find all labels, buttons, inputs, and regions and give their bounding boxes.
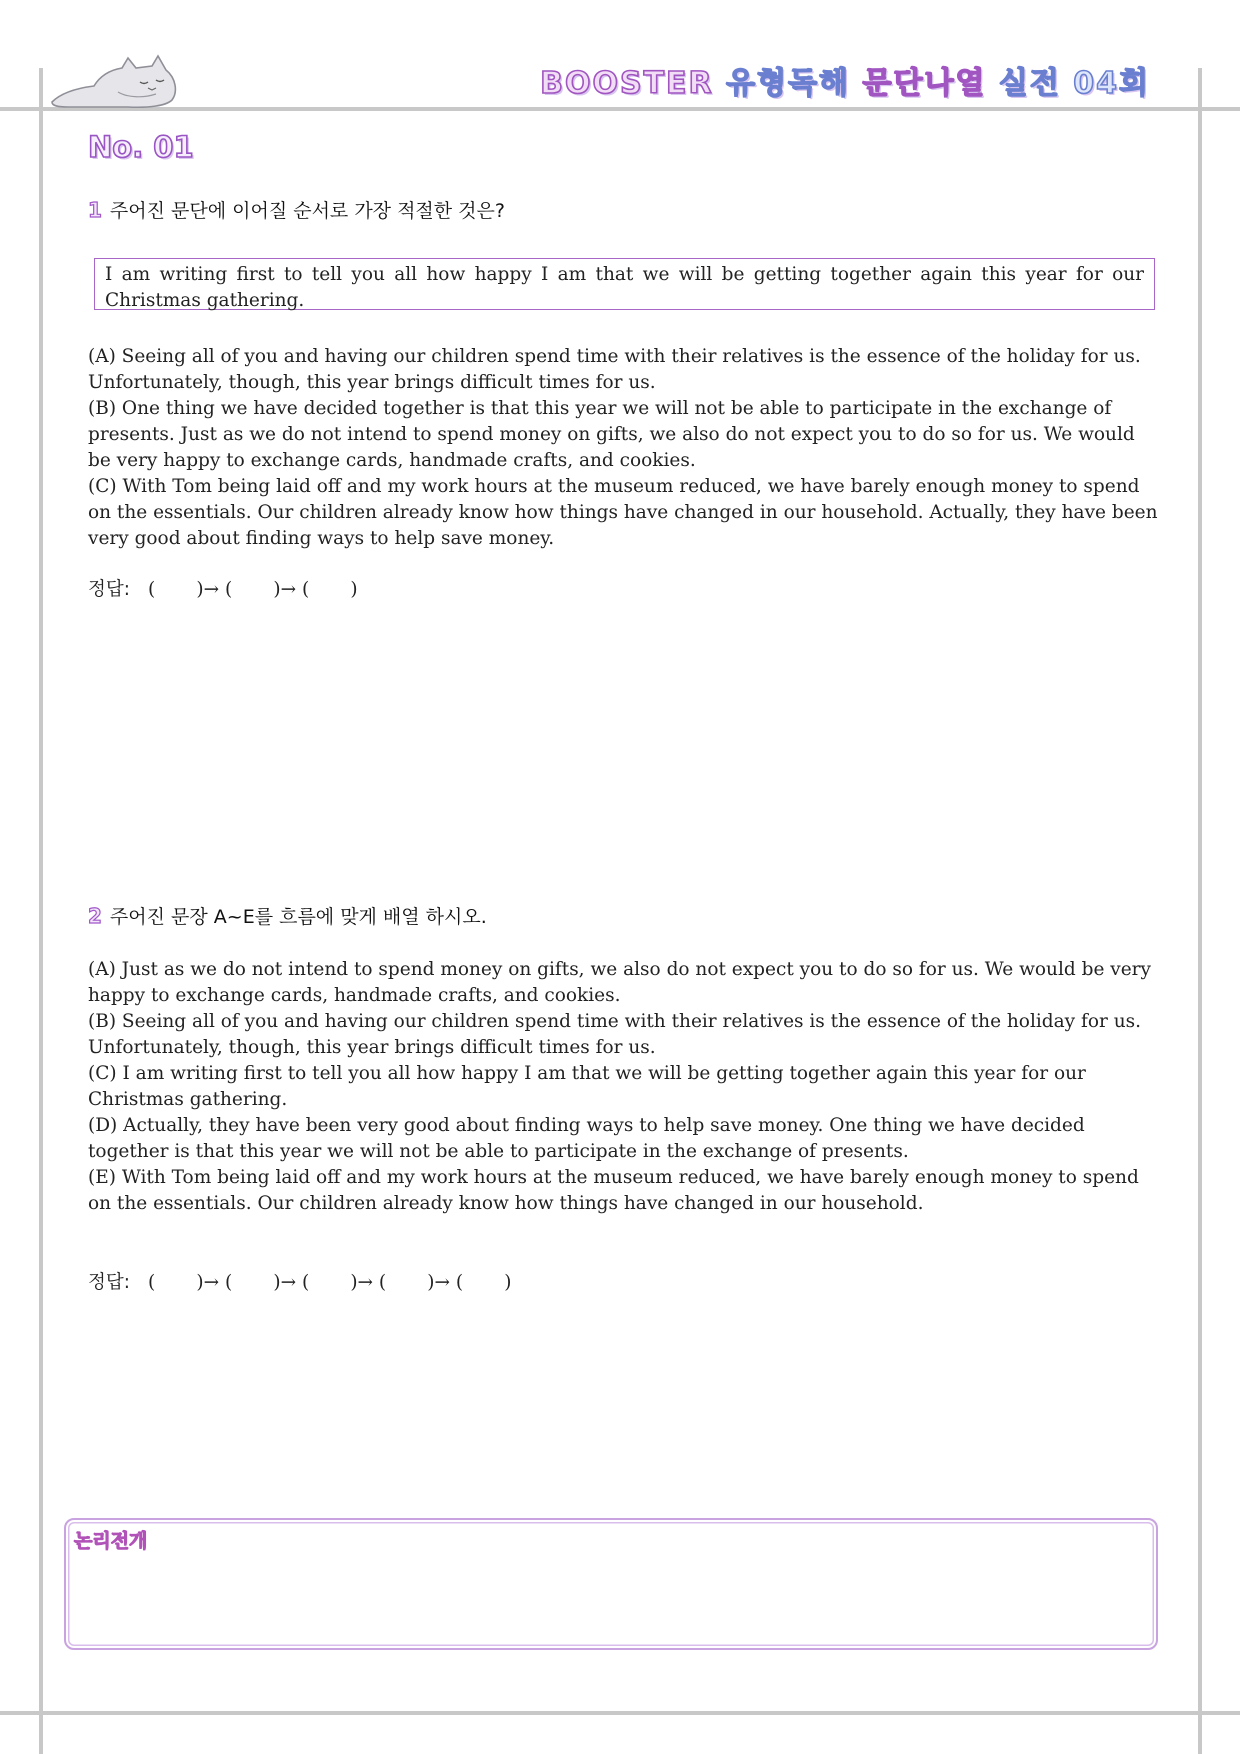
header-rule (0, 107, 1240, 111)
left-margin-rule (39, 68, 43, 1754)
paragraph: (D) Actually, they have been very good about finding ways to help save money. One thing we have decided together is that this year we will not be able to participate in the exchange of presents. (88, 1115, 1085, 1162)
question-2-passage (88, 957, 1158, 1217)
answer-blanks: ( )→ ( )→ ( )→ ( )→ ( ) (147, 1272, 512, 1293)
title-order: 문단나열 (862, 66, 987, 101)
worksheet-title (540, 58, 1150, 102)
paragraph: (C) With Tom being laid off and my work hours at the museum reduced, we have barely enough money to spend on the essentials. Our children already know how things have changed in our household. Actually, they have been very good about finding ways to help save money. (88, 476, 1158, 549)
question-1-answer (88, 575, 358, 601)
title-rest: 실전 04회 (998, 66, 1150, 101)
question-1-instruction: 주어진 문단에 이어질 순서로 가장 적절한 것은? (109, 200, 505, 222)
paragraph: (C) I am writing first to tell you all how happy I am that we will be getting together again this year for our Christmas gathering. (88, 1063, 1086, 1110)
question-1-number: 1 (88, 198, 102, 222)
paragraph: (A) Just as we do not intend to spend money on gifts, we also do not expect you to do so for us. We would be very happy to exchange cards, handmade crafts, and cookies. (88, 959, 1151, 1006)
question-2-instruction: 주어진 문장 A~E를 흐름에 맞게 배열 하시오. (109, 906, 487, 928)
sleeping-cat-icon (48, 52, 183, 110)
answer-label: 정답: (88, 579, 130, 600)
right-margin-rule (1198, 68, 1202, 1754)
question-1-passage (88, 344, 1158, 552)
paragraph: (E) With Tom being laid off and my work hours at the museum reduced, we have barely enough money to spend on the essentials. Our children already know how things have changed in our household. (88, 1167, 1139, 1214)
notes-label: 논리전개 (74, 1530, 148, 1552)
paragraph: (B) Seeing all of you and having our children spend time with their relatives is the essence of the holiday for us. Unfortunately, though, this year brings difficult times for us. (88, 1011, 1141, 1058)
question-2-heading (88, 902, 487, 929)
question-2-answer (88, 1268, 512, 1294)
paragraph: (A) Seeing all of you and having our children spend time with their relatives is the essence of the holiday for us. Unfortunately, though, this year brings difficult times for us. (88, 346, 1141, 393)
title-type: 유형독해 (726, 66, 851, 101)
logic-flow-notes-box[interactable] (64, 1518, 1158, 1650)
answer-blanks: ( )→ ( )→ ( ) (147, 579, 358, 600)
given-paragraph-box: I am writing first to tell you all how happy I am that we will be getting together again this year for our Christmas gathering. (94, 258, 1155, 310)
question-1-heading (88, 196, 505, 223)
question-2-number: 2 (88, 904, 102, 928)
title-booster: BOOSTER (540, 66, 714, 101)
answer-label: 정답: (88, 1272, 130, 1293)
footer-rule (0, 1711, 1240, 1715)
section-number: No. 01 (88, 130, 194, 164)
paragraph: (B) One thing we have decided together is that this year we will not be able to participate in the exchange of presents. Just as we do not intend to spend money on gifts, we also do not expect you to do so for us. We would be very happy to exchange cards, handmade crafts, and cookies. (88, 398, 1135, 471)
